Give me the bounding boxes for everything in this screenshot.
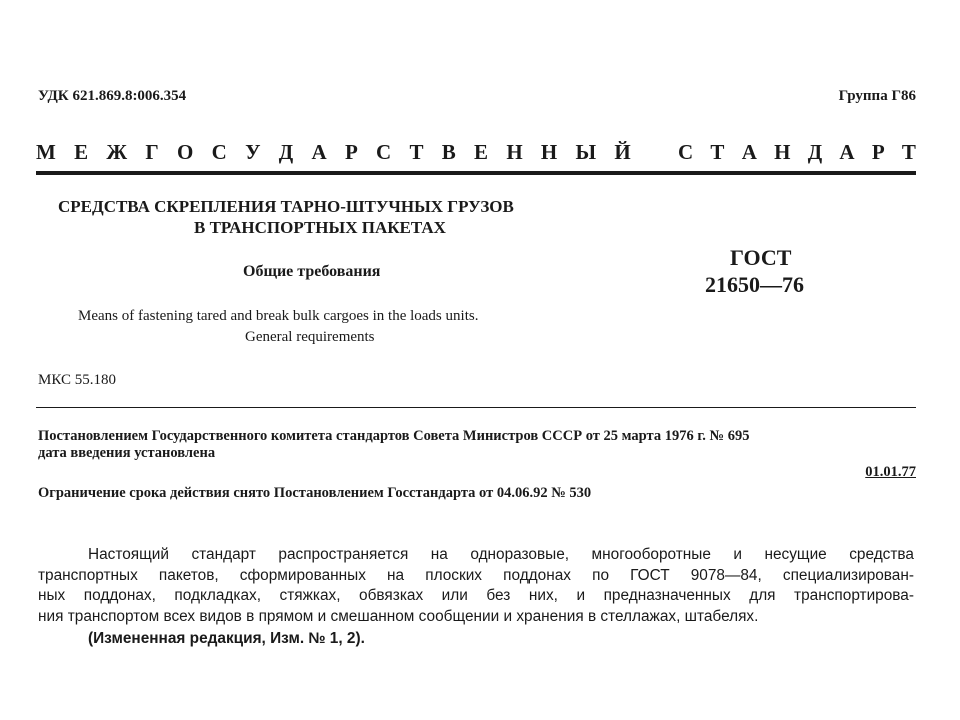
interstate-standard-heading	[36, 140, 916, 165]
heading-letter: Д	[278, 140, 294, 164]
heading-letter: А	[311, 140, 327, 164]
body-line: ных поддонах, подкладках, стяжках, обвязках или без них, и предназначенных для транспортирова-	[38, 587, 914, 604]
heading-letter: Р	[344, 140, 358, 164]
udk-code: УДК 621.869.8:006.354	[38, 88, 187, 104]
heading-letter: Т	[710, 140, 725, 164]
section-divider	[36, 407, 916, 408]
heading-letter: С	[211, 140, 227, 164]
english-title-line1: Means of fastening tared and break bulk cargoes in the loads units.	[78, 308, 479, 324]
document-title-line1: СРЕДСТВА СКРЕПЛЕНИЯ ТАРНО-ШТУЧНЫХ ГРУЗОВ	[58, 197, 514, 216]
english-title-line2: General requirements	[245, 329, 375, 345]
header-divider	[36, 171, 916, 175]
gost-number: 21650—76	[705, 272, 804, 297]
heading-letter: С	[678, 140, 694, 164]
heading-letter: Г	[145, 140, 159, 164]
introduction-date: 01.01.77	[865, 464, 916, 480]
heading-letter: Т	[901, 140, 916, 164]
heading-letter: Н	[774, 140, 791, 164]
heading-letter: А	[839, 140, 855, 164]
heading-letter: Е	[74, 140, 89, 164]
heading-letter: Т	[409, 140, 424, 164]
heading-letter: У	[245, 140, 261, 164]
document-title-line2: В ТРАНСПОРТНЫХ ПАКЕТАХ	[194, 218, 446, 237]
limitation-note: Ограничение срока действия снято Постановлением Госстандарта от 04.06.92 № 530	[38, 485, 592, 501]
standard-word	[678, 140, 916, 165]
heading-letter: А	[741, 140, 757, 164]
heading-letter: Ы	[575, 140, 597, 164]
heading-letter: Й	[614, 140, 631, 164]
group-code: Группа Г86	[838, 88, 916, 104]
mks-code: МКС 55.180	[38, 372, 116, 388]
heading-letter: Н	[506, 140, 523, 164]
heading-letter: О	[177, 140, 194, 164]
heading-letter: М	[36, 140, 56, 164]
interstate-word	[36, 140, 631, 165]
edition-note: (Измененная редакция, Изм. № 1, 2).	[88, 630, 365, 647]
body-paragraph	[38, 545, 914, 627]
body-line: транспортных пакетов, сформированных на плоских поддонах по ГОСТ 9078—84, специализирован-	[38, 566, 914, 584]
heading-letter: Н	[540, 140, 558, 164]
heading-letter: Е	[474, 140, 489, 164]
heading-letter: С	[376, 140, 392, 164]
heading-letter: Д	[807, 140, 823, 164]
heading-letter: В	[441, 140, 456, 164]
body-line: Настоящий стандарт распространяется на одноразовые, многооборотные и несущие средства	[88, 546, 914, 563]
document-subtitle: Общие требования	[243, 263, 381, 280]
decree-line1: Постановлением Государственного комитета стандартов Совета Министров СССР от 25 марта 1976 г. № 695	[38, 428, 750, 444]
body-line: ния транспортом всех видов в прямом и смешанном сообщении и хранения в стеллажах, штабелях.	[38, 607, 759, 625]
heading-letter: Ж	[106, 140, 128, 164]
gost-label: ГОСТ	[730, 245, 792, 270]
decree-line2: дата введения установлена	[38, 445, 216, 461]
heading-letter: Р	[871, 140, 885, 164]
